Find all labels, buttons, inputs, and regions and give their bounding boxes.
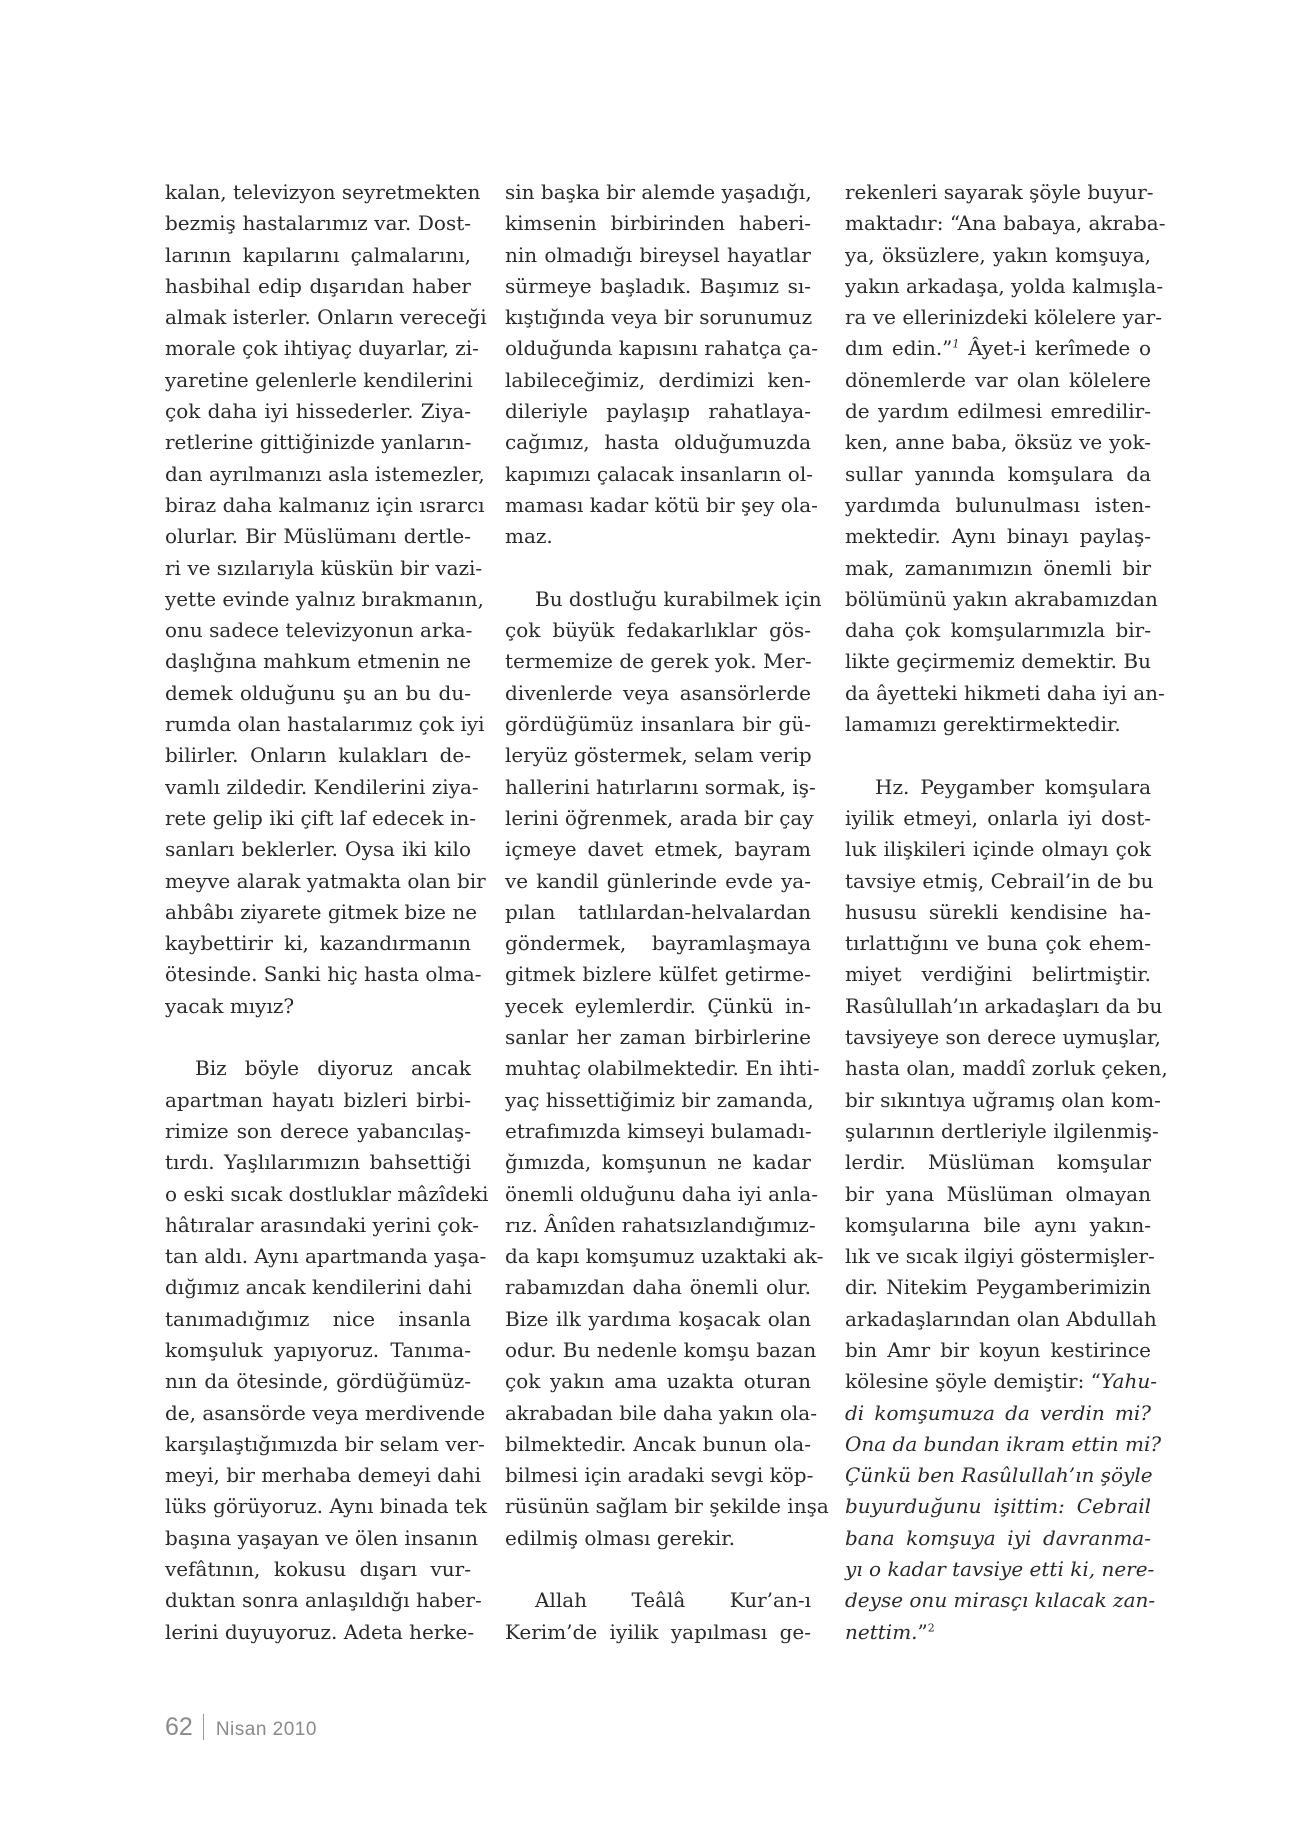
text-line: komşuluk yapıyoruz. Tanıma-: [165, 1337, 471, 1362]
text-line: çok büyük fedakarlıklar gös-: [505, 618, 811, 643]
text-line: muhtaç olabilmektedir. En ihti-: [505, 1056, 820, 1081]
text-line: gördüğümüz insanlara bir gü-: [505, 712, 811, 737]
text-line: başına yaşayan ve ölen insanın: [165, 1525, 479, 1550]
page-number: 62: [165, 1713, 193, 1741]
text-line: lüks görüyoruz. Aynı binada tek: [165, 1494, 487, 1519]
text-line: tavsiyeye son derece uymuşlar,: [845, 1025, 1161, 1050]
text-line: yakın arkadaşa, yolda kalmışla-: [845, 273, 1164, 298]
text-line: sanları beklerler. Oysa iki kilo: [165, 837, 471, 862]
text-line: rekenleri sayarak şöyle buyur-: [845, 180, 1154, 204]
text-line: olduğunda kapısını rahatça ça-: [505, 336, 818, 361]
text-line: maması kadar kötü bir şey ola-: [505, 492, 818, 517]
text-line: nın da ötesinde, gördüğümüz-: [165, 1369, 471, 1394]
text-line: yaretine gelenlerle kendilerini: [165, 367, 473, 392]
text-line: rimize son derece yabancılaş-: [165, 1118, 471, 1143]
text-line: ve kandil günlerinde evde ya-: [505, 868, 811, 893]
text-line: Çünkü ben Rasûlullah’ın şöyle: [845, 1463, 1153, 1488]
text-line: dileriyle paylaşıp rahatlaya-: [505, 399, 811, 424]
text-line: kıştığında veya bir sorunumuz: [505, 305, 813, 330]
footnote-ref: 2: [927, 1621, 935, 1634]
text-line: kimsenin birbirinden haberi-: [505, 211, 811, 236]
text-line: termemize de gerek yok. Mer-: [505, 649, 812, 674]
text-line: Hz. Peygamber komşulara: [875, 774, 1151, 799]
text-line: yı o kadar tavsiye etti ki, nere-: [845, 1557, 1155, 1582]
text-line: dım edin.”$^1$ Âyet-i kerîmede o: [845, 336, 1151, 361]
paragraph-gap: [505, 553, 811, 584]
text-line: Ona da bundan ikram ettin mi?: [845, 1431, 1162, 1456]
text-line: meyi, bir merhaba demeyi dahi: [165, 1463, 482, 1488]
text-line: kölesine şöyle demiştir: “Yahu-: [845, 1369, 1157, 1394]
text-line: yaç hissettiğimiz bir zamanda,: [505, 1087, 814, 1112]
text-line: hasta olan, maddî zorluk çeken,: [845, 1056, 1168, 1081]
text-line: rız. Ânîden rahatsızlandığımız-: [505, 1212, 816, 1237]
text-line: bilmesi için aradaki sevgi köp-: [505, 1463, 814, 1488]
text-line: yecek eylemlerdir. Çünkü in-: [505, 993, 811, 1018]
text-line: göndermek, bayramlaşmaya: [505, 931, 811, 956]
text-line: vamlı zildedir. Kendilerini ziya-: [165, 774, 479, 799]
text-column-3: [845, 177, 1168, 1648]
text-line: edilmiş olması gerekir.: [505, 1525, 736, 1550]
text-line: rumda olan hastalarımız çok iyi: [165, 712, 485, 737]
text-line: tırdı. Yaşlılarımızın bahsettiği: [165, 1150, 471, 1175]
text-line: cağımız, hasta olduğumuzda: [505, 430, 811, 455]
text-line: leryüz göstermek, selam verip: [505, 743, 812, 768]
text-line: bin Amr bir koyun kestirince: [845, 1337, 1151, 1362]
text-line: o eski sıcak dostluklar mâzîdeki: [165, 1181, 489, 1206]
text-line: Bize ilk yardıma koşacak olan: [505, 1306, 811, 1331]
text-line: sanlar her zaman birbirlerine: [505, 1025, 811, 1050]
issue-date: Nisan 2010: [215, 1719, 317, 1740]
text-line: pılan tatlılardan-helvalardan: [505, 899, 811, 924]
text-line: meyve alarak yatmakta olan bir: [165, 868, 486, 893]
text-line: ra ve ellerinizdeki kölelere yar-: [845, 305, 1163, 330]
text-line: biraz daha kalmanız için ısrarcı: [165, 492, 485, 517]
text-line: lamamızı gerektirmektedir.: [845, 712, 1121, 737]
text-line: bir sıkıntıya uğramış olan kom-: [845, 1087, 1161, 1112]
text-line: bilirler. Onların kulakları de-: [165, 743, 471, 768]
text-line: lerdir. Müslüman komşular: [845, 1150, 1151, 1175]
text-line: kapımızı çalacak insanların ol-: [505, 461, 813, 486]
text-line: daşlığına mahkum etmenin ne: [165, 649, 472, 674]
text-line: da âyetteki hikmeti daha iyi an-: [845, 680, 1165, 705]
text-line: bölümünü yakın akrabamızdan: [845, 586, 1158, 611]
text-line: de, asansörde veya merdivende: [165, 1400, 486, 1425]
page-footer: [165, 1713, 317, 1742]
text-line: mektedir. Aynı binayı paylaş-: [845, 524, 1151, 549]
text-line: rabamızdan daha önemli olur.: [505, 1275, 811, 1300]
text-line: deyse onu mirasçı kılacak zan-: [845, 1588, 1156, 1613]
text-line: almak isterler. Onların vereceği: [165, 305, 487, 330]
text-line: da kapı komşumuz uzaktaki ak-: [505, 1244, 824, 1269]
text-line: Biz böyle diyoruz ancak: [195, 1056, 471, 1081]
text-line: bezmiş hastalarımız var. Dost-: [165, 211, 471, 236]
text-line: ğımızda, komşunun ne kadar: [505, 1150, 811, 1175]
text-line: rete gelip iki çift laf edecek in-: [165, 805, 476, 830]
paragraph-gap: [845, 740, 1151, 771]
text-line: nettim.”$^2$: [845, 1619, 935, 1644]
text-line: dönemlerde var olan kölelere: [845, 367, 1151, 392]
text-line: ahbâbı ziyarete gitmek bize ne: [165, 899, 478, 924]
text-line: sullar yanında komşulara da: [845, 461, 1151, 486]
text-line: içmeye davet etmek, bayram: [505, 837, 811, 862]
text-line: Rasûlullah’ın arkadaşları da bu: [845, 993, 1163, 1018]
text-line: kaybettirir ki, kazandırmanın: [165, 931, 471, 956]
paragraph-gap: [165, 1022, 471, 1053]
text-line: morale çok ihtiyaç duyarlar, zi-: [165, 336, 479, 361]
text-line: dan ayrılmanızı asla istemezler,: [165, 461, 485, 486]
text-line: ötesinde. Sanki hiç hasta olma-: [165, 962, 482, 987]
text-line: ri ve sızılarıyla küskün bir vazi-: [165, 555, 483, 580]
text-line: buyurduğunu işittim: Cebrail: [845, 1494, 1151, 1519]
text-line: çok yakın ama uzakta oturan: [505, 1369, 811, 1394]
text-line: duktan sonra anlaşıldığı haber-: [165, 1588, 482, 1613]
text-line: gitmek bizlere külfet getirme-: [505, 962, 811, 987]
text-line: apartman hayatı bizleri birbi-: [165, 1087, 471, 1112]
text-line: hasbihal edip dışarıdan haber: [165, 273, 471, 298]
text-line: sin başka bir alemde yaşadığı,: [505, 180, 812, 204]
text-line: akrabadan bile daha yakın ola-: [505, 1400, 817, 1425]
text-line: demek olduğunu şu an bu du-: [165, 680, 471, 705]
footer-divider: [203, 1714, 204, 1740]
text-line: maz.: [505, 524, 553, 549]
text-line: yacak mıyız?: [165, 993, 295, 1018]
text-line: hususu sürekli kendisine ha-: [845, 899, 1151, 924]
text-line: olurlar. Bir Müslümanı dertle-: [165, 524, 471, 549]
text-line: retlerine gittiğinizde yanların-: [165, 430, 472, 455]
text-line: odur. Bu nedenle komşu bazan: [505, 1337, 817, 1362]
text-line: çok daha iyi hissederler. Ziya-: [165, 399, 471, 424]
text-line: Kerim’de iyilik yapılması ge-: [505, 1619, 811, 1644]
text-line: dığımız ancak kendilerini dahi: [165, 1275, 472, 1300]
text-line: mak, zamanımızın önemli bir: [845, 555, 1151, 580]
text-line: ya, öksüzlere, yakın komşuya,: [845, 242, 1151, 267]
text-line: yardımda bulunulması isten-: [845, 492, 1151, 517]
text-line: lık ve sıcak ilgiyi göstermişler-: [845, 1244, 1155, 1269]
text-line: Allah Teâlâ Kur’an-ı: [535, 1588, 811, 1613]
text-line: ken, anne baba, öksüz ve yok-: [845, 430, 1151, 455]
text-line: likte geçirmemiz demektir. Bu: [845, 649, 1151, 674]
text-line: divenlerde veya asansörlerde: [505, 680, 811, 705]
text-line: onu sadece televizyonun arka-: [165, 618, 473, 643]
text-line: tavsiye etmiş, Cebrail’in de bu: [845, 868, 1154, 893]
text-line: miyet verdiğini belirtmiştir.: [845, 962, 1151, 987]
text-line: karşılaştığımızda bir selam ver-: [165, 1431, 485, 1456]
text-line: iyilik etmeyi, onlarla iyi dost-: [845, 805, 1151, 830]
text-line: maktadır: “Ana babaya, akraba-: [845, 211, 1166, 236]
text-line: hallerini hatırlarını sormak, iş-: [505, 774, 816, 799]
text-line: bana komşuya iyi davranma-: [845, 1525, 1151, 1550]
paragraph-gap: [505, 1554, 811, 1585]
text-line: arkadaşlarından olan Abdullah: [845, 1306, 1157, 1331]
text-line: tan aldı. Aynı apartmanda yaşa-: [165, 1244, 487, 1269]
text-column-2: [505, 177, 829, 1648]
text-line: dir. Nitekim Peygamberimizin: [845, 1275, 1151, 1300]
text-line: lerini öğrenmek, arada bir çay: [505, 805, 814, 830]
text-line: larının kapılarını çalmalarını,: [165, 242, 471, 267]
text-line: tırlattığını ve buna çok ehem-: [845, 931, 1151, 956]
text-line: bir yana Müslüman olmayan: [845, 1181, 1151, 1206]
text-line: tanımadığımız nice insanla: [165, 1306, 471, 1331]
text-line: rüsünün sağlam bir şekilde inşa: [505, 1494, 829, 1519]
text-line: nin olmadığı bireysel hayatlar: [505, 242, 811, 267]
text-column-1: [165, 177, 489, 1648]
text-line: etrafımızda kimseyi bulamadı-: [505, 1118, 812, 1143]
footnote-ref: 1: [952, 337, 960, 351]
text-line: önemli olduğunu daha iyi anla-: [505, 1181, 819, 1206]
text-line: sürmeye başladık. Başımız sı-: [505, 273, 811, 298]
text-line: de yardım edilmesi emredilir-: [845, 399, 1151, 424]
text-line: şularının dertleriyle ilgilenmiş-: [845, 1118, 1159, 1143]
text-line: kalan, televizyon seyretmekten: [165, 180, 481, 204]
text-line: komşularına bile aynı yakın-: [845, 1212, 1151, 1237]
text-line: hâtıralar arasındaki yerini çok-: [165, 1212, 480, 1237]
text-line: bilmektedir. Ancak bunun ola-: [505, 1431, 811, 1456]
text-line: luk ilişkileri içinde olmayı çok: [845, 837, 1151, 862]
text-line: di komşumuza da verdin mi?: [845, 1400, 1151, 1425]
text-line: yette evinde yalnız bırakmanın,: [165, 586, 484, 611]
text-line: Bu dostluğu kurabilmek için: [535, 586, 822, 611]
text-line: labileceğimiz, derdimizi ken-: [505, 367, 811, 392]
text-line: daha çok komşularımızla bir-: [845, 618, 1151, 643]
text-line: lerini duyuyoruz. Adeta herke-: [165, 1619, 475, 1644]
text-line: vefâtının, kokusu dışarı vur-: [165, 1557, 471, 1582]
